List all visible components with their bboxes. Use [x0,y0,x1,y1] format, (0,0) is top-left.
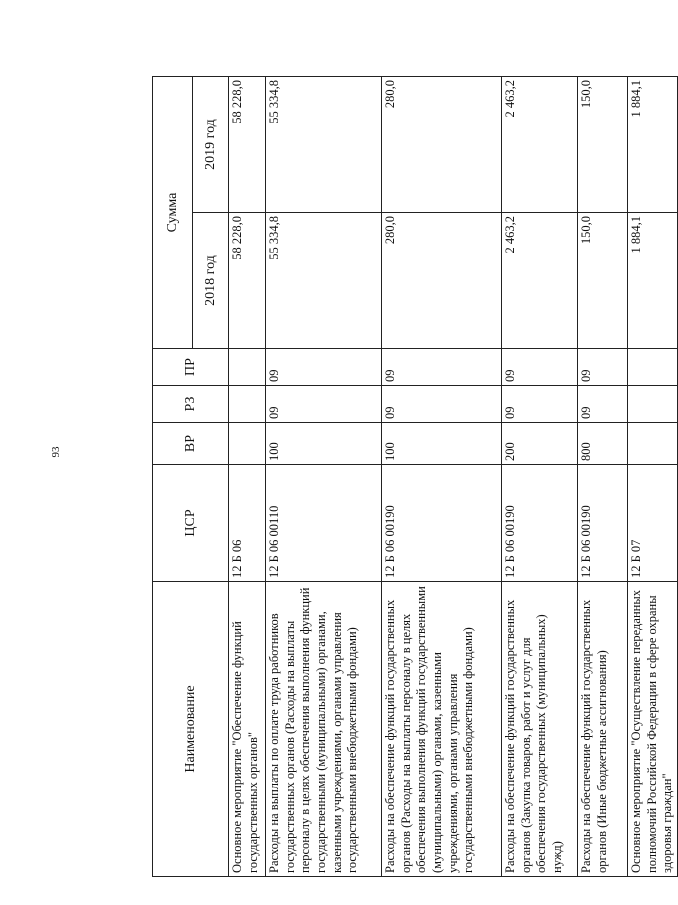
cell-vr: 200 [502,423,578,465]
cell-csr: 12 Б 06 00190 [502,465,578,582]
cell-pr [229,349,266,386]
cell-2019: 2 463,2 [502,77,578,213]
table-row [578,77,628,877]
cell-2019: 1 884,1 [628,77,678,213]
table-row [382,77,502,877]
header-pr: ПР [153,349,229,386]
cell-name: Расходы на обеспечение функций государственных органов (Закупка товаров, работ и услуг для обеспечения государственных (муниципальных) нужд) [502,582,578,877]
cell-pr: 09 [266,349,382,386]
cell-vr [628,423,678,465]
cell-2019: 55 334,8 [266,77,382,213]
cell-name: Расходы на обеспечение функций государственных органов (Иные бюджетные ассигнования) [578,582,628,877]
header-sum: Сумма [153,77,193,349]
cell-rz [229,386,266,423]
cell-pr [628,349,678,386]
cell-csr: 12 Б 06 [229,465,266,582]
cell-2019: 150,0 [578,77,628,213]
cell-pr: 09 [502,349,578,386]
cell-vr [229,423,266,465]
page-number: 93 [50,446,62,458]
cell-vr: 800 [578,423,628,465]
cell-csr: 12 Б 06 00190 [578,465,628,582]
cell-rz: 09 [266,386,382,423]
cell-2018: 1 884,1 [628,213,678,349]
cell-csr: 12 Б 06 00110 [266,465,382,582]
cell-2019: 280,0 [382,77,502,213]
cell-2018: 150,0 [578,213,628,349]
cell-csr: 12 Б 06 00190 [382,465,502,582]
cell-2018: 2 463,2 [502,213,578,349]
budget-table-rotated [152,77,675,877]
cell-vr: 100 [382,423,502,465]
cell-pr: 09 [382,349,502,386]
header-rz: РЗ [153,386,229,423]
header-csr: ЦСР [153,465,229,582]
cell-rz: 09 [578,386,628,423]
cell-rz: 09 [502,386,578,423]
cell-name: Основное мероприятие "Обеспечение функций государственных органов" [229,582,266,877]
table-row [502,77,578,877]
cell-rz: 09 [382,386,502,423]
cell-2019: 58 228,0 [229,77,266,213]
table-row [266,77,382,877]
cell-rz [628,386,678,423]
table-row [628,77,678,877]
budget-table [152,76,678,877]
cell-name: Расходы на обеспечение функций государственных органов (Расходы на выплаты персоналу в целях обеспечения выполнения функций государственными (муниципальными) органами, казенными учреждениями, органами управления государственными внебюджетными фондами) [382,582,502,877]
cell-csr: 12 Б 07 [628,465,678,582]
table-row [229,77,266,877]
cell-name: Основное мероприятие "Осуществление переданных полномочий Российской Федерации в сфере охраны здоровья граждан" [628,582,678,877]
cell-2018: 280,0 [382,213,502,349]
cell-2018: 58 228,0 [229,213,266,349]
cell-pr: 09 [578,349,628,386]
cell-vr: 100 [266,423,382,465]
cell-2018: 55 334,8 [266,213,382,349]
header-vr: ВР [153,423,229,465]
cell-name: Расходы на выплаты по оплате труда работников государственных органов (Расходы на выплаты персоналу в целях обеспечения выполнения функций государственными (муниципальными) органами, казенными учреждениями, органами управления государственными внебюджетными фондами) [266,582,382,877]
header-2018: 2018 год [193,213,229,349]
header-name: Наименование [153,582,229,877]
header-2019: 2019 год [193,77,229,213]
